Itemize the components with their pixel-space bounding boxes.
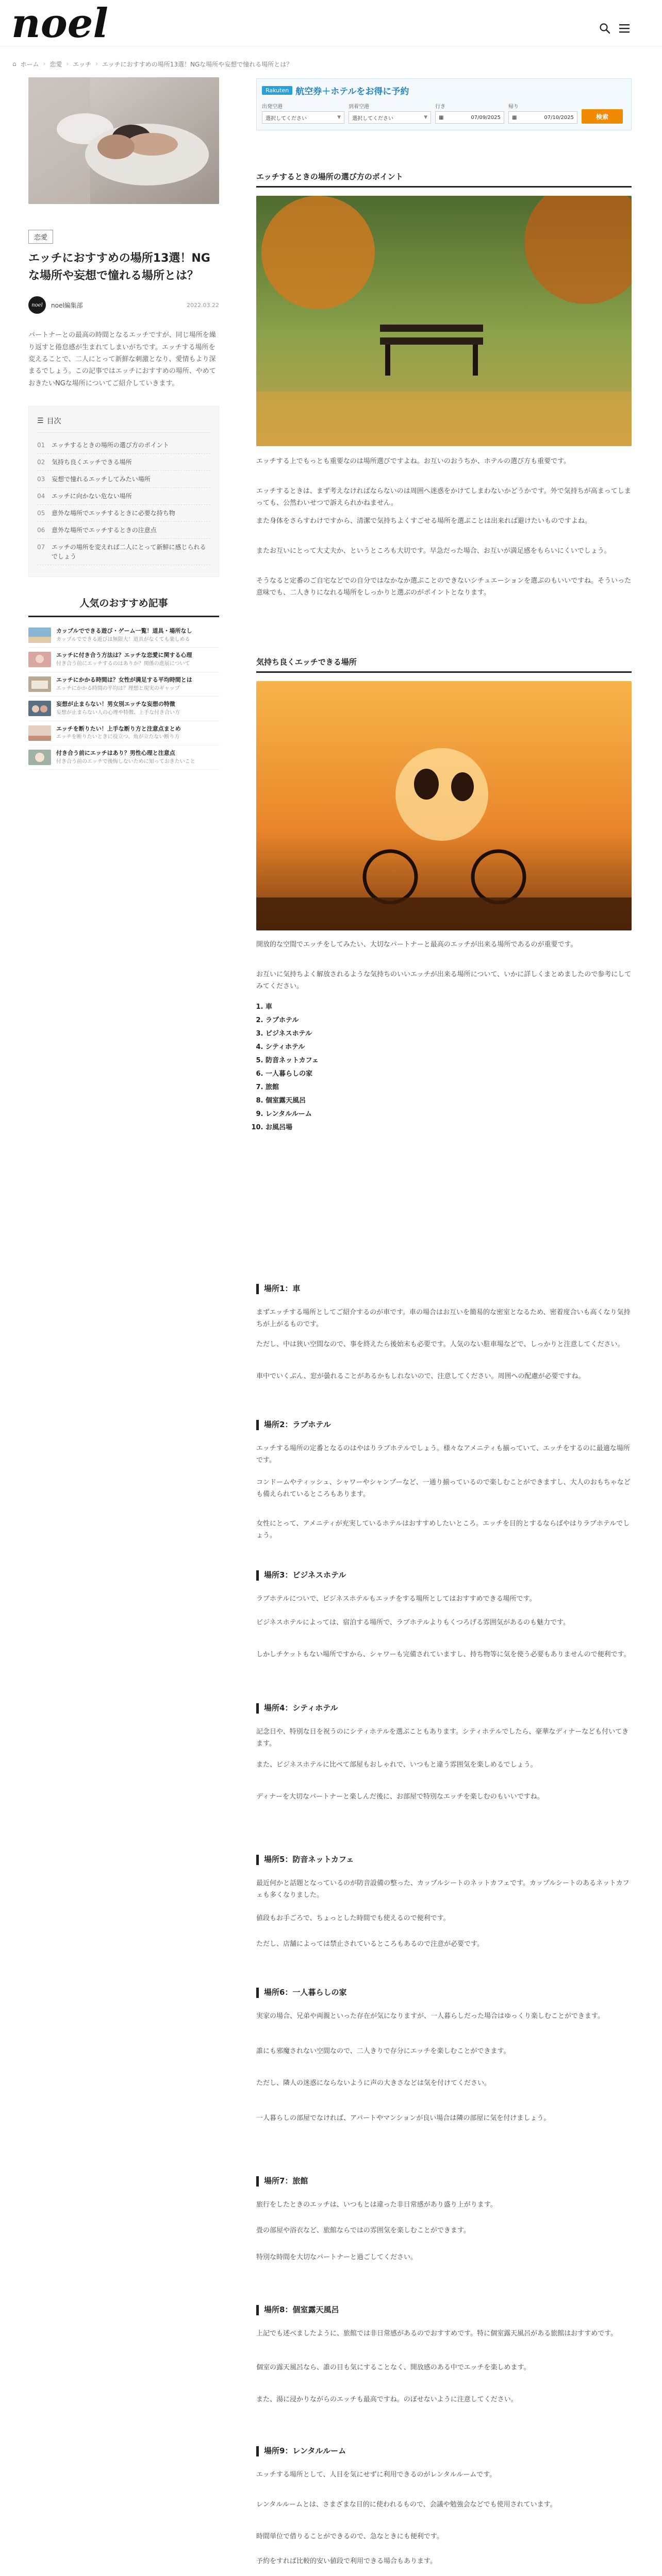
author-row xyxy=(28,296,219,314)
subsection-heading: 場所8：個室露天風呂 xyxy=(256,2305,632,2315)
article-thumbnail xyxy=(28,701,51,716)
intro-paragraph: パートナーとの最高の時間となるエッチですが、同じ場所を繰り返すと倦怠感が生まれてしまいがちです。エッチする場所を変えることで、二人にとって新鮮な刺激となり、愛情もより深まるでしょう。この記事ではエッチにおすすめの場所、やめておきたいNGな場所についてご紹介していきます。 xyxy=(28,331,216,387)
article-thumbnail xyxy=(28,676,51,692)
hero-image xyxy=(28,77,219,204)
subsection-heading: 場所4：シティホテル xyxy=(256,1703,632,1714)
author-name[interactable]: noel編集部 xyxy=(51,301,83,309)
site-header xyxy=(0,0,662,46)
subsection-heading: 場所9：レンタルルーム xyxy=(256,2446,632,2456)
article-sidebar xyxy=(28,77,219,770)
article-thumbnail xyxy=(28,628,51,643)
subsection-heading: 場所7：旅館 xyxy=(256,2176,632,2187)
popular-article-item[interactable]: 付き合う前にエッチはあり？男性心理と注意点 付き合う前のエッチで後悔しないために知っておきたいこと xyxy=(28,745,219,770)
toc-item[interactable]: 03 妄想で憧れるエッチしてみたい場所 xyxy=(37,471,210,488)
search-icon[interactable] xyxy=(599,23,610,34)
popular-articles xyxy=(28,596,219,770)
toc-item[interactable]: 05 意外な場所でエッチするときに必要な持ち物 xyxy=(37,505,210,522)
calendar-icon: ▦ xyxy=(512,114,517,121)
widget-title: 航空券＋ホテルをお得に予約 xyxy=(295,87,409,97)
travel-search-widget: Rakuten 航空券＋ホテルをお得に予約 出発空港 選択してください ▼ 到着空港 選択してください ▼ 行き ▦ 07/09/2025 帰り ▦ 07/10/2025 検索 xyxy=(256,78,632,130)
arrival-airport-select[interactable]: 選択してください ▼ xyxy=(349,111,431,124)
article-body: Rakuten 航空券＋ホテルをお得に予約 出発空港 選択してください ▼ 到着空港 選択してください ▼ 行き ▦ 07/09/2025 帰り ▦ 07/10/2025 検索 エッチするときの場所の選び方のポイント エッチする上でもっとも重要なのは場所選びですよね。お互いのおうちか、ホテルの選び方も重要です。 エッチするときは、まず考えなければならないのは周囲へ迷惑をかけてしまわないかどうかです。外で気持ちが高まってしまっても、公然わいせつで訴えられかねません。 また身体をさらすわけですから、清潔で気持ちよくすごせる場所を選ぶことは出来れば避けたいものですよね。 またお互いにとって大丈夫か、というところも大切です。早急だった場合、お互いが満足感をもらいにくいでしょう。 そうなると定番のご自宅などでの自分ではなかなか選ぶことのできないシチュエーションを選ぶのもいいですね。そういった意味でも、二人きりになれる場所をしっかりと選ぶのがポイントとなります。 気持ち良くエッチできる場所 開放的な空間でエッチをしてみたい、大切なパートナーと最高のエッチが出来る場所であるのが重要です。 お互いに気持ちよく解放されるような気持ちのいいエッチが出来る場所について、いかに詳しくまとめましたので参考にしてみてください。 1. 車 2. ラブホテル 3. ビジネスホテル 4. シティホテル 5. 防音ネットカフェ 6. 一人暮らしの家 7. 旅館 8. 個室露天風呂 9. レンタルルーム 10. お風呂場 場所1：車 まずエッチする場所としてご紹介するのが車です。車の場合はお互いを簡易的な密室となるため、密着度合いも高くなり気持ちが上がるものです。 ただし、中は狭い空間なので、事を終えたら後始末も必要です。人気のない駐車場などで、しっかりと注意してください。 車中でいくぶん、窓が曇れることがあるかもしれないので、注意してください。周囲への配慮が必要ですね。 場所2：ラブホテル エッチする場所の定番となるのはやはりラブホテルでしょう。様々なアメニティも揃っていて、エッチをするのに最適な場所です。 コンドームやティッシュ、シャワーやシャンプーなど、一通り揃っているので楽しむことができますし、大人のおもちゃなども備えられているところもあります。 女性にとって、アメニティが充実しているホテルはおすすめしたいところ。エッチを目的とするならばやはりラブホテルでしょう。 場所3：ビジネスホテル ラブホテルについで、ビジネスホテルもエッチをする場所としてはおすすめできる場所です。 ビジネスホテルによっては、宿泊する場所で、ラブホテルよりもくつろげる雰囲気があるのも魅力です。 しかしチケットもない場所ですから、シャワーも完備されていますし、持ち物等に気を使う必要もありませんので便利です。 場所4：シティホテル 記念日や、特別な日を祝うのにシティホテルを選ぶこともあります。シティホテルでしたら、豪華なディナーなども付いてきます。 また、ビジネスホテルに比べて部屋もおしゃれで、いつもと違う雰囲気を楽しめるでしょう。 ディナーを大切なパートナーと楽しんだ後に、お部屋で特別なエッチを楽しむのもいいですね。 場所5：防音ネットカフェ 最近何かと話題となっているのが防音設備の整った、カップルシートのネットカフェです。カップルシートのあるネットカフェも多くなりました。 値段もお手ごろで、ちょっとした時間でも使えるので便利です。 ただし、店舗によっては禁止されているところもあるので注意が必要です。 場所6：一人暮らしの家 実家の場合、兄弟や両親といった存在が気になりますが、一人暮らしだった場合はゆっくり楽しむことができます。 誰にも邪魔されない空間なので、二人きりで存分にエッチを楽しむことができます。 ただし、隣人の迷惑にならないように声の大きさなどは気を付けてください。 一人暮らしの部屋でなければ、アパートやマンションが良い場合は隣の部屋に気を付けましょう。 場所7：旅館 旅行をしたときのエッチは、いつもとは違った非日常感があり盛り上がります。 畳の部屋や浴衣など、旅館ならではの雰囲気を楽しむことができます。 特別な時間を大切なパートナーと過ごしてください。 場所8：個室露天風呂 上記でも述べましたように、旅館では非日常感があるのでおすすめです。特に個室露天風呂がある旅館はおすすめです。 個室の露天風呂なら、誰の目も気にすることなく、開放感のある中でエッチを楽しめます。 また、湯に浸かりながらのエッチも最高ですね。のぼせないように注意してください。 場所9：レンタルルーム エッチする場所として、人目を気にせずに利用できるのがレンタルルームです。 レンタルルームとは、さまざまな目的に使われるもので、会議や勉強会などでも使用されています。 時間単位で借りることができるので、急なときにも便利です。 予約をすれば比較的安い値段で利用できる場合もあります。 xyxy=(256,78,632,130)
toc-item[interactable]: 07 エッチの場所を変えれば二人にとって新鮮に感じられるでしょう xyxy=(37,539,210,565)
search-button[interactable]: 検索 xyxy=(582,109,623,124)
subsection-heading: 場所3：ビジネスホテル xyxy=(256,1570,632,1581)
article-title: エッチにおすすめの場所13選！NGな場所や妄想で憧れる場所とは？ xyxy=(28,252,210,283)
article-thumbnail xyxy=(28,750,51,765)
article-thumbnail xyxy=(28,652,51,667)
subsection-heading: 場所6：一人暮らしの家 xyxy=(256,1988,632,1998)
toc-item[interactable]: 04 エッチに向かない危ない場所 xyxy=(37,488,210,505)
subsection-heading: 場所1：車 xyxy=(256,1284,632,1294)
toc-title: 目次 xyxy=(46,417,61,426)
section-heading: エッチするときの場所の選び方のポイント xyxy=(256,171,632,188)
park-bench-image xyxy=(256,196,632,446)
svg-text:noel: noel xyxy=(11,3,108,45)
subsection-heading: 場所5：防音ネットカフェ xyxy=(256,1855,632,1865)
toc-item[interactable]: 01 エッチするときの場所の選び方のポイント xyxy=(37,437,210,454)
chevron-down-icon: ▼ xyxy=(337,115,341,120)
breadcrumb-current: エッチにおすすめの場所13選！NGな場所や妄想で憧れる場所とは？ xyxy=(102,60,293,68)
departure-airport-select[interactable]: 選択してください ▼ xyxy=(262,111,344,124)
return-date-field[interactable]: ▦ 07/10/2025 xyxy=(508,111,577,124)
site-logo[interactable] xyxy=(8,3,204,45)
home-icon: ⌂ xyxy=(12,60,16,67)
chevron-down-icon: ▼ xyxy=(424,115,427,120)
departure-date-field[interactable]: ▦ 07/09/2025 xyxy=(435,111,504,124)
popular-article-item[interactable]: エッチを断りたい！上手な断り方と注意点まとめ エッチを断りたいときに役立つ、角が立たない断り方 xyxy=(28,721,219,745)
popular-article-item[interactable]: 妄想が止まらない！男女別エッチな妄想の特徴 妄想が止まらない人の心理や特徴、上手な付き合い方 xyxy=(28,697,219,721)
table-of-contents xyxy=(28,406,219,577)
popular-article-item[interactable]: エッチに付き合う方法は？エッチな恋愛に関する心理 付き合う前にエッチするのはありか？関係の進展について xyxy=(28,648,219,672)
toc-item[interactable]: 02 気持ち良くエッチできる場所 xyxy=(37,454,210,471)
article-thumbnail xyxy=(28,725,51,741)
breadcrumb-category[interactable]: 恋愛 xyxy=(49,60,62,68)
menu-icon[interactable] xyxy=(619,23,630,34)
subsection-heading: 場所2：ラブホテル xyxy=(256,1420,632,1430)
breadcrumb-home[interactable]: ホーム xyxy=(20,60,39,68)
publish-date: 2022.03.22 xyxy=(187,301,219,309)
calendar-icon: ▦ xyxy=(439,114,444,121)
popular-article-item[interactable]: カップルでできる遊び・ゲーム一覧！道具・場所なし カップルでできる遊びは無限大！道具がなくても楽しめる xyxy=(28,623,219,648)
breadcrumb-subcategory[interactable]: エッチ xyxy=(73,60,92,68)
toc-item[interactable]: 06 意外な場所でエッチするときの注意点 xyxy=(37,522,210,539)
popular-article-item[interactable]: エッチにかかる時間は？女性が満足する平均時間とは エッチにかかる時間の平均は？理想と現実のギャップ xyxy=(28,672,219,697)
list-icon: ☰ xyxy=(37,417,44,426)
sunset-couple-image xyxy=(256,681,632,930)
section-heading: 気持ち良くエッチできる場所 xyxy=(256,656,632,673)
popular-title: 人気のおすすめ記事 xyxy=(28,596,219,617)
brand-tag: Rakuten xyxy=(262,86,292,95)
category-badge[interactable]: 恋愛 xyxy=(28,230,53,244)
breadcrumb: ⌂ ホーム › 恋愛 › エッチ › エッチにおすすめの場所13選！NGな場所や妄想で憧れる場所とは？ xyxy=(12,60,293,68)
avatar: noel xyxy=(28,296,46,314)
places-list: 1. 車 2. ラブホテル 3. ビジネスホテル 4. シティホテル 5. 防音ネットカフェ 6. 一人暮らしの家 7. 旅館 8. 個室露天風呂 9. レンタルルーム 10. お風呂場 xyxy=(256,1001,632,1134)
toc-list xyxy=(37,437,210,565)
